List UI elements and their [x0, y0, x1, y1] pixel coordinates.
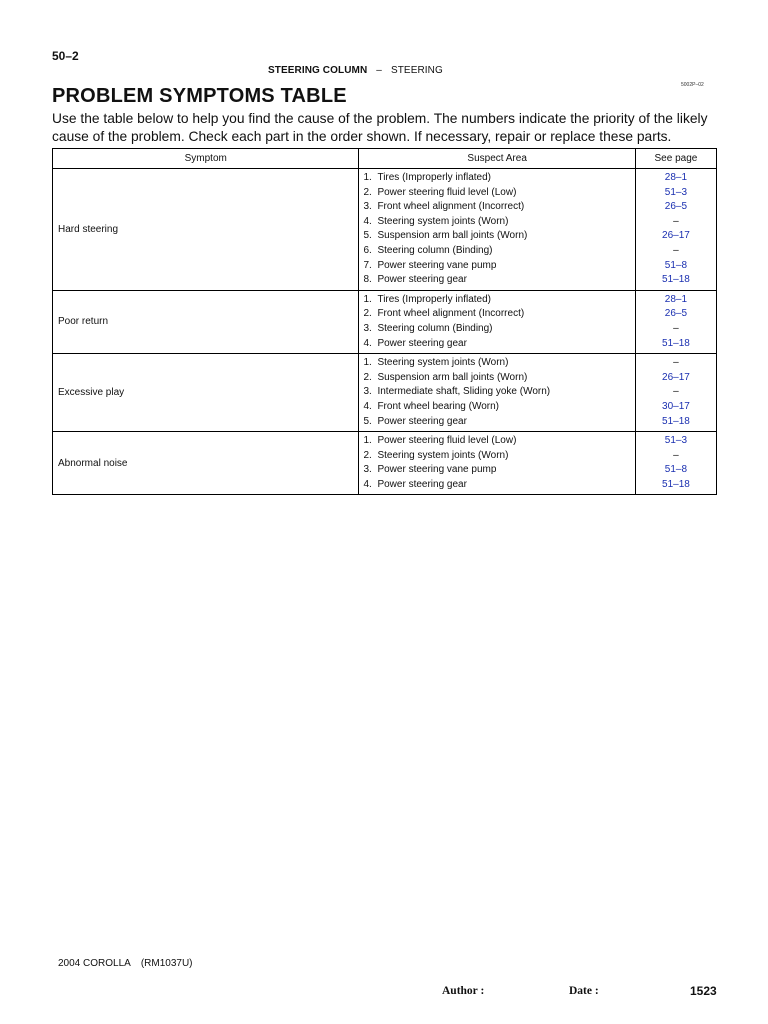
item-text: Steering system joints (Worn): [377, 215, 509, 227]
see-page-item: [636, 215, 716, 230]
suspect-area-item: [363, 463, 634, 478]
table-header-row: [53, 149, 717, 169]
header-suspect-area: Suspect Area: [359, 149, 635, 169]
chapter-name: STEERING: [390, 65, 443, 76]
item-number: 3.: [363, 322, 372, 334]
item-text: Front wheel alignment (Incorrect): [377, 201, 525, 213]
suspect-area-item: [363, 415, 634, 430]
item-number: 2.: [363, 308, 372, 320]
see-page-item: [636, 200, 716, 215]
page-reference-link[interactable]: 26–5: [664, 308, 688, 320]
suspect-area-item: [363, 200, 634, 215]
item-text: Power steering fluid level (Low): [377, 186, 517, 198]
item-text: Power steering gear: [377, 337, 467, 349]
page-reference-link[interactable]: 51–8: [664, 464, 688, 476]
table-row: [53, 354, 717, 432]
item-number: 4.: [363, 337, 372, 349]
see-page-item: [636, 171, 716, 186]
suspect-area-item: [363, 322, 634, 337]
see-page-item: [636, 415, 716, 430]
item-number: 7.: [363, 259, 372, 271]
see-page-item: [636, 293, 716, 308]
item-number: 1.: [363, 172, 372, 183]
see-page-cell: [635, 432, 716, 495]
see-page-item: [636, 434, 716, 449]
item-number: 6.: [363, 244, 372, 256]
manual-code: (RM1037U): [140, 958, 193, 969]
page-reference-link[interactable]: 26–17: [662, 371, 690, 383]
suspect-area-item: [363, 371, 634, 386]
page-reference-link[interactable]: 51–8: [664, 259, 688, 271]
item-number: 1.: [363, 357, 372, 369]
header-see-page: See page: [635, 149, 716, 169]
suspect-area-item: [363, 385, 634, 400]
see-page-item: [636, 356, 716, 371]
item-number: 3.: [363, 386, 372, 398]
item-text: Power steering vane pump: [377, 464, 497, 476]
suspect-area-cell: [359, 169, 635, 291]
footer-model: [58, 958, 193, 969]
item-number: 4.: [363, 215, 372, 227]
suspect-area-item: [363, 273, 634, 288]
symptom-cell: Abnormal noise: [53, 432, 359, 495]
see-page-item: [636, 259, 716, 274]
no-page-reference: –: [673, 244, 679, 256]
suspect-area-item: [363, 215, 634, 230]
item-number: 1.: [363, 435, 372, 447]
see-page-item: [636, 186, 716, 201]
symptom-cell: Excessive play: [53, 354, 359, 432]
suspect-area-cell: [359, 354, 635, 432]
see-page-item: [636, 229, 716, 244]
page-reference-link[interactable]: 26–5: [664, 201, 688, 213]
table-row: [53, 432, 717, 495]
section-header: [268, 65, 443, 76]
table-body: [53, 169, 717, 495]
symptom-cell: Poor return: [53, 290, 359, 353]
see-page-item: [636, 307, 716, 322]
page-reference-link[interactable]: 28–1: [664, 172, 688, 183]
item-number: 3.: [363, 201, 372, 213]
see-page-item: [636, 478, 716, 493]
item-number: 2.: [363, 449, 372, 461]
section-separator: –: [376, 65, 382, 76]
no-page-reference: –: [673, 386, 679, 398]
suspect-area-item: [363, 356, 634, 371]
page-reference-link[interactable]: 51–18: [662, 337, 690, 349]
date-label: Date :: [569, 985, 599, 997]
see-page-item: [636, 244, 716, 259]
see-page-cell: [635, 354, 716, 432]
item-number: 4.: [363, 400, 372, 412]
see-page-item: [636, 449, 716, 464]
page-number: 50–2: [52, 49, 79, 63]
suspect-area-item: [363, 171, 634, 186]
page-reference-link[interactable]: 51–3: [664, 186, 688, 198]
model-name: 2004 COROLLA: [58, 958, 131, 969]
item-text: Power steering fluid level (Low): [377, 435, 517, 447]
item-number: 8.: [363, 274, 372, 286]
page-title: PROBLEM SYMPTOMS TABLE: [52, 85, 347, 107]
suspect-area-cell: [359, 290, 635, 353]
see-page-item: [636, 337, 716, 352]
item-text: Suspension arm ball joints (Worn): [377, 371, 528, 383]
see-page-item: [636, 273, 716, 288]
item-number: 5.: [363, 230, 372, 242]
see-page-item: [636, 322, 716, 337]
suspect-area-item: [363, 337, 634, 352]
intro-paragraph: Use the table below to help you find the cause of the problem. The numbers indicate the priority of the likely cause of the problem. Check each part in the order shown. If necessary, repair or replace these parts.: [52, 111, 708, 144]
item-text: Tires (Improperly inflated): [377, 293, 492, 305]
suspect-area-item: [363, 186, 634, 201]
see-page-item: [636, 463, 716, 478]
section-name: STEERING COLUMN: [268, 65, 368, 76]
item-number: 3.: [363, 464, 372, 476]
page-reference-link[interactable]: 28–1: [664, 293, 688, 305]
item-text: Power steering gear: [377, 478, 467, 490]
page-reference-link[interactable]: 51–18: [662, 478, 690, 490]
suspect-area-cell: [359, 432, 635, 495]
page-reference-link[interactable]: 51–3: [664, 435, 688, 447]
see-page-item: [636, 385, 716, 400]
page-reference-link[interactable]: 26–17: [662, 230, 690, 242]
suspect-area-item: [363, 434, 634, 449]
item-text: Suspension arm ball joints (Worn): [377, 230, 528, 242]
item-number: 5.: [363, 415, 372, 427]
item-text: Power steering gear: [377, 274, 467, 286]
item-number: 1.: [363, 293, 372, 305]
item-text: Steering system joints (Worn): [377, 449, 509, 461]
table-row: [53, 169, 717, 291]
symptom-cell: Hard steering: [53, 169, 359, 291]
item-text: Front wheel bearing (Worn): [377, 400, 499, 412]
suspect-area-item: [363, 449, 634, 464]
footer-page-number: 1523: [690, 984, 717, 998]
no-page-reference: –: [673, 449, 679, 461]
suspect-area-item: [363, 229, 634, 244]
item-number: 2.: [363, 186, 372, 198]
suspect-area-item: [363, 307, 634, 322]
suspect-area-item: [363, 244, 634, 259]
problem-symptoms-table: [52, 148, 717, 495]
item-number: 2.: [363, 371, 372, 383]
suspect-area-item: [363, 400, 634, 415]
item-text: Front wheel alignment (Incorrect): [377, 308, 525, 320]
item-text: Steering column (Binding): [377, 322, 493, 334]
author-label: Author :: [442, 985, 485, 997]
no-page-reference: –: [673, 357, 679, 369]
table-row: [53, 290, 717, 353]
see-page-cell: [635, 290, 716, 353]
suspect-area-item: [363, 259, 634, 274]
item-number: 4.: [363, 478, 372, 490]
page-reference-link[interactable]: 51–18: [662, 415, 690, 427]
no-page-reference: –: [673, 215, 679, 227]
see-page-item: [636, 371, 716, 386]
page-reference-link[interactable]: 51–18: [662, 274, 690, 286]
no-page-reference: –: [673, 322, 679, 334]
item-text: Tires (Improperly inflated): [377, 172, 492, 183]
suspect-area-item: [363, 293, 634, 308]
item-text: Power steering vane pump: [377, 259, 497, 271]
item-text: Intermediate shaft, Sliding yoke (Worn): [377, 386, 551, 398]
see-page-item: [636, 400, 716, 415]
item-text: Power steering gear: [377, 415, 467, 427]
item-text: Steering system joints (Worn): [377, 357, 509, 369]
see-page-cell: [635, 169, 716, 291]
suspect-area-item: [363, 478, 634, 493]
item-text: Steering column (Binding): [377, 244, 493, 256]
reference-code: 5002P–02: [681, 82, 704, 88]
page-reference-link[interactable]: 30–17: [662, 400, 690, 412]
header-symptom: Symptom: [53, 149, 359, 169]
